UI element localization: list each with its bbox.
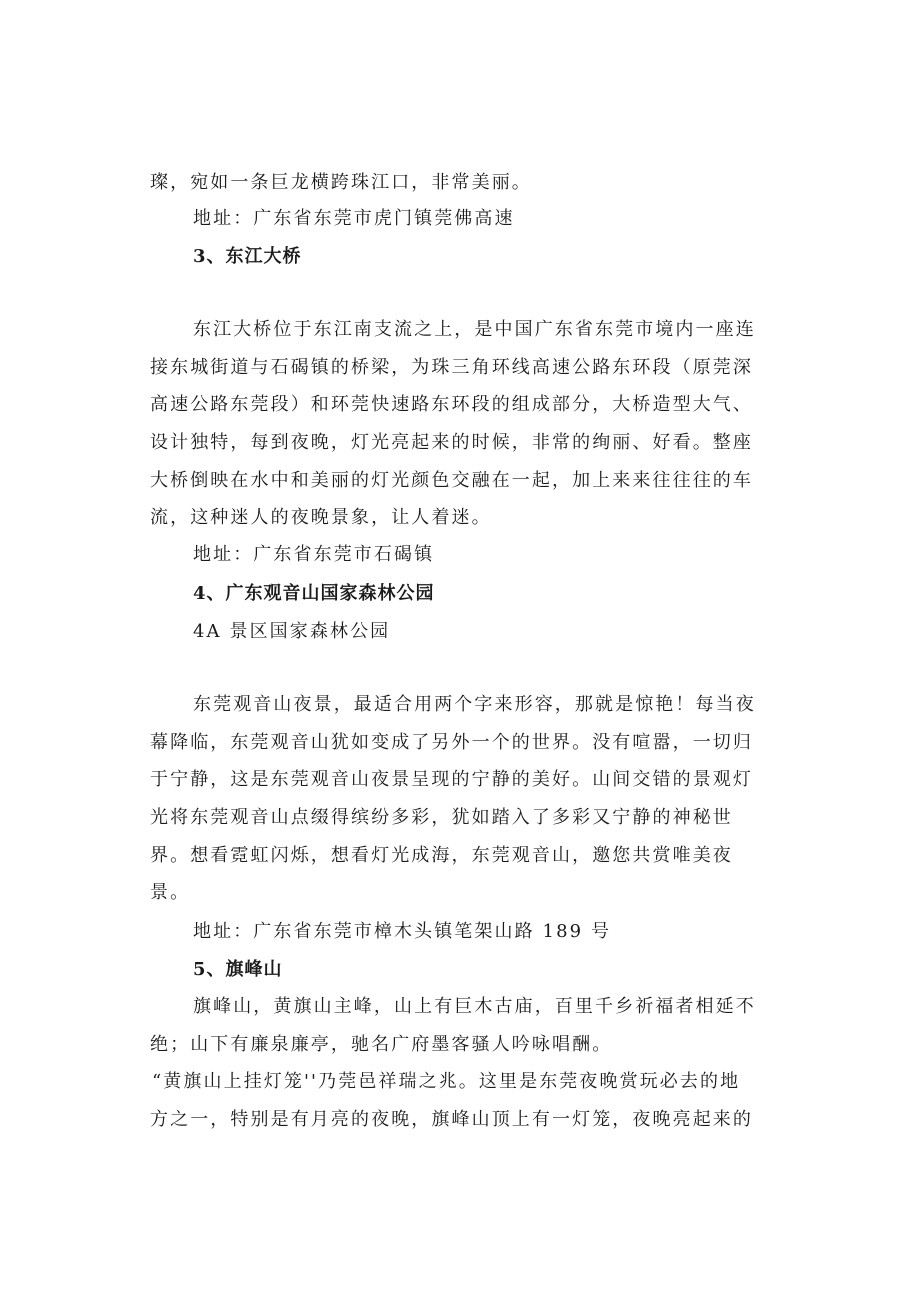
- section-subtitle: 4A 景区国家森林公园: [193, 621, 391, 642]
- paragraph-line: 设计独特，每到夜晚，灯光亮起来的时候，非常的绚丽、好看。整座: [150, 432, 753, 453]
- paragraph-line: 接东城街道与石碣镇的桥梁，为珠三角环线高速公路东环段（原莞深: [150, 357, 753, 378]
- address-line: 地址：广东省东莞市石碣镇: [193, 544, 435, 565]
- paragraph-line: 景。: [150, 882, 191, 903]
- paragraph-line: 幕降临，东莞观音山犹如变成了另外一个的世界。没有喧嚣，一切归: [150, 732, 753, 753]
- paragraph-line: 大桥倒映在水中和美丽的灯光颜色交融在一起，加上来来往往往的车: [150, 470, 753, 491]
- section-heading: 5、旗峰山: [193, 959, 283, 980]
- paragraph-line: 界。想看霓虹闪烁，想看灯光成海，东莞观音山，邀您共赏唯美夜: [150, 845, 733, 866]
- paragraph-line: “黄旗山上挂灯笼''乃莞邑祥瑞之兆。这里是东莞夜晚赏玩必去的地: [152, 1071, 741, 1092]
- paragraph-line: 东莞观音山夜景，最适合用两个字来形容，那就是惊艳！每当夜: [193, 694, 756, 715]
- paragraph-line: 璨，宛如一条巨龙横跨珠江口，非常美丽。: [150, 172, 532, 193]
- paragraph-line: 绝；山下有廉泉廉亭，驰名广府墨客骚人吟咏唱酬。: [150, 1034, 613, 1055]
- paragraph-line: 流，这种迷人的夜晚景象，让人着迷。: [150, 507, 492, 528]
- paragraph-line: 光将东莞观音山点缀得缤纷多彩，犹如踏入了多彩又宁静的神秘世: [150, 807, 733, 828]
- section-heading: 3、东江大桥: [193, 246, 302, 267]
- address-line: 地址：广东省东莞市樟木头镇笔架山路 189 号: [193, 921, 612, 942]
- section-heading: 4、广东观音山国家森林公园: [193, 583, 435, 604]
- paragraph-line: 方之一，特别是有月亮的夜晚，旗峰山顶上有一灯笼，夜晚亮起来的: [150, 1109, 753, 1130]
- paragraph-line: 于宁静，这是东莞观音山夜景呈现的宁静的美好。山间交错的景观灯: [150, 769, 753, 790]
- paragraph-line: 旗峰山，黄旗山主峰，山上有巨木古庙，百里千乡祈福者相延不: [193, 996, 756, 1017]
- paragraph-line: 东江大桥位于东江南支流之上，是中国广东省东莞市境内一座连: [193, 319, 756, 340]
- paragraph-line: 高速公路东莞段）和环莞快速路东环段的组成部分，大桥造型大气、: [150, 394, 753, 415]
- address-line: 地址：广东省东莞市虎门镇莞佛高速: [193, 208, 515, 229]
